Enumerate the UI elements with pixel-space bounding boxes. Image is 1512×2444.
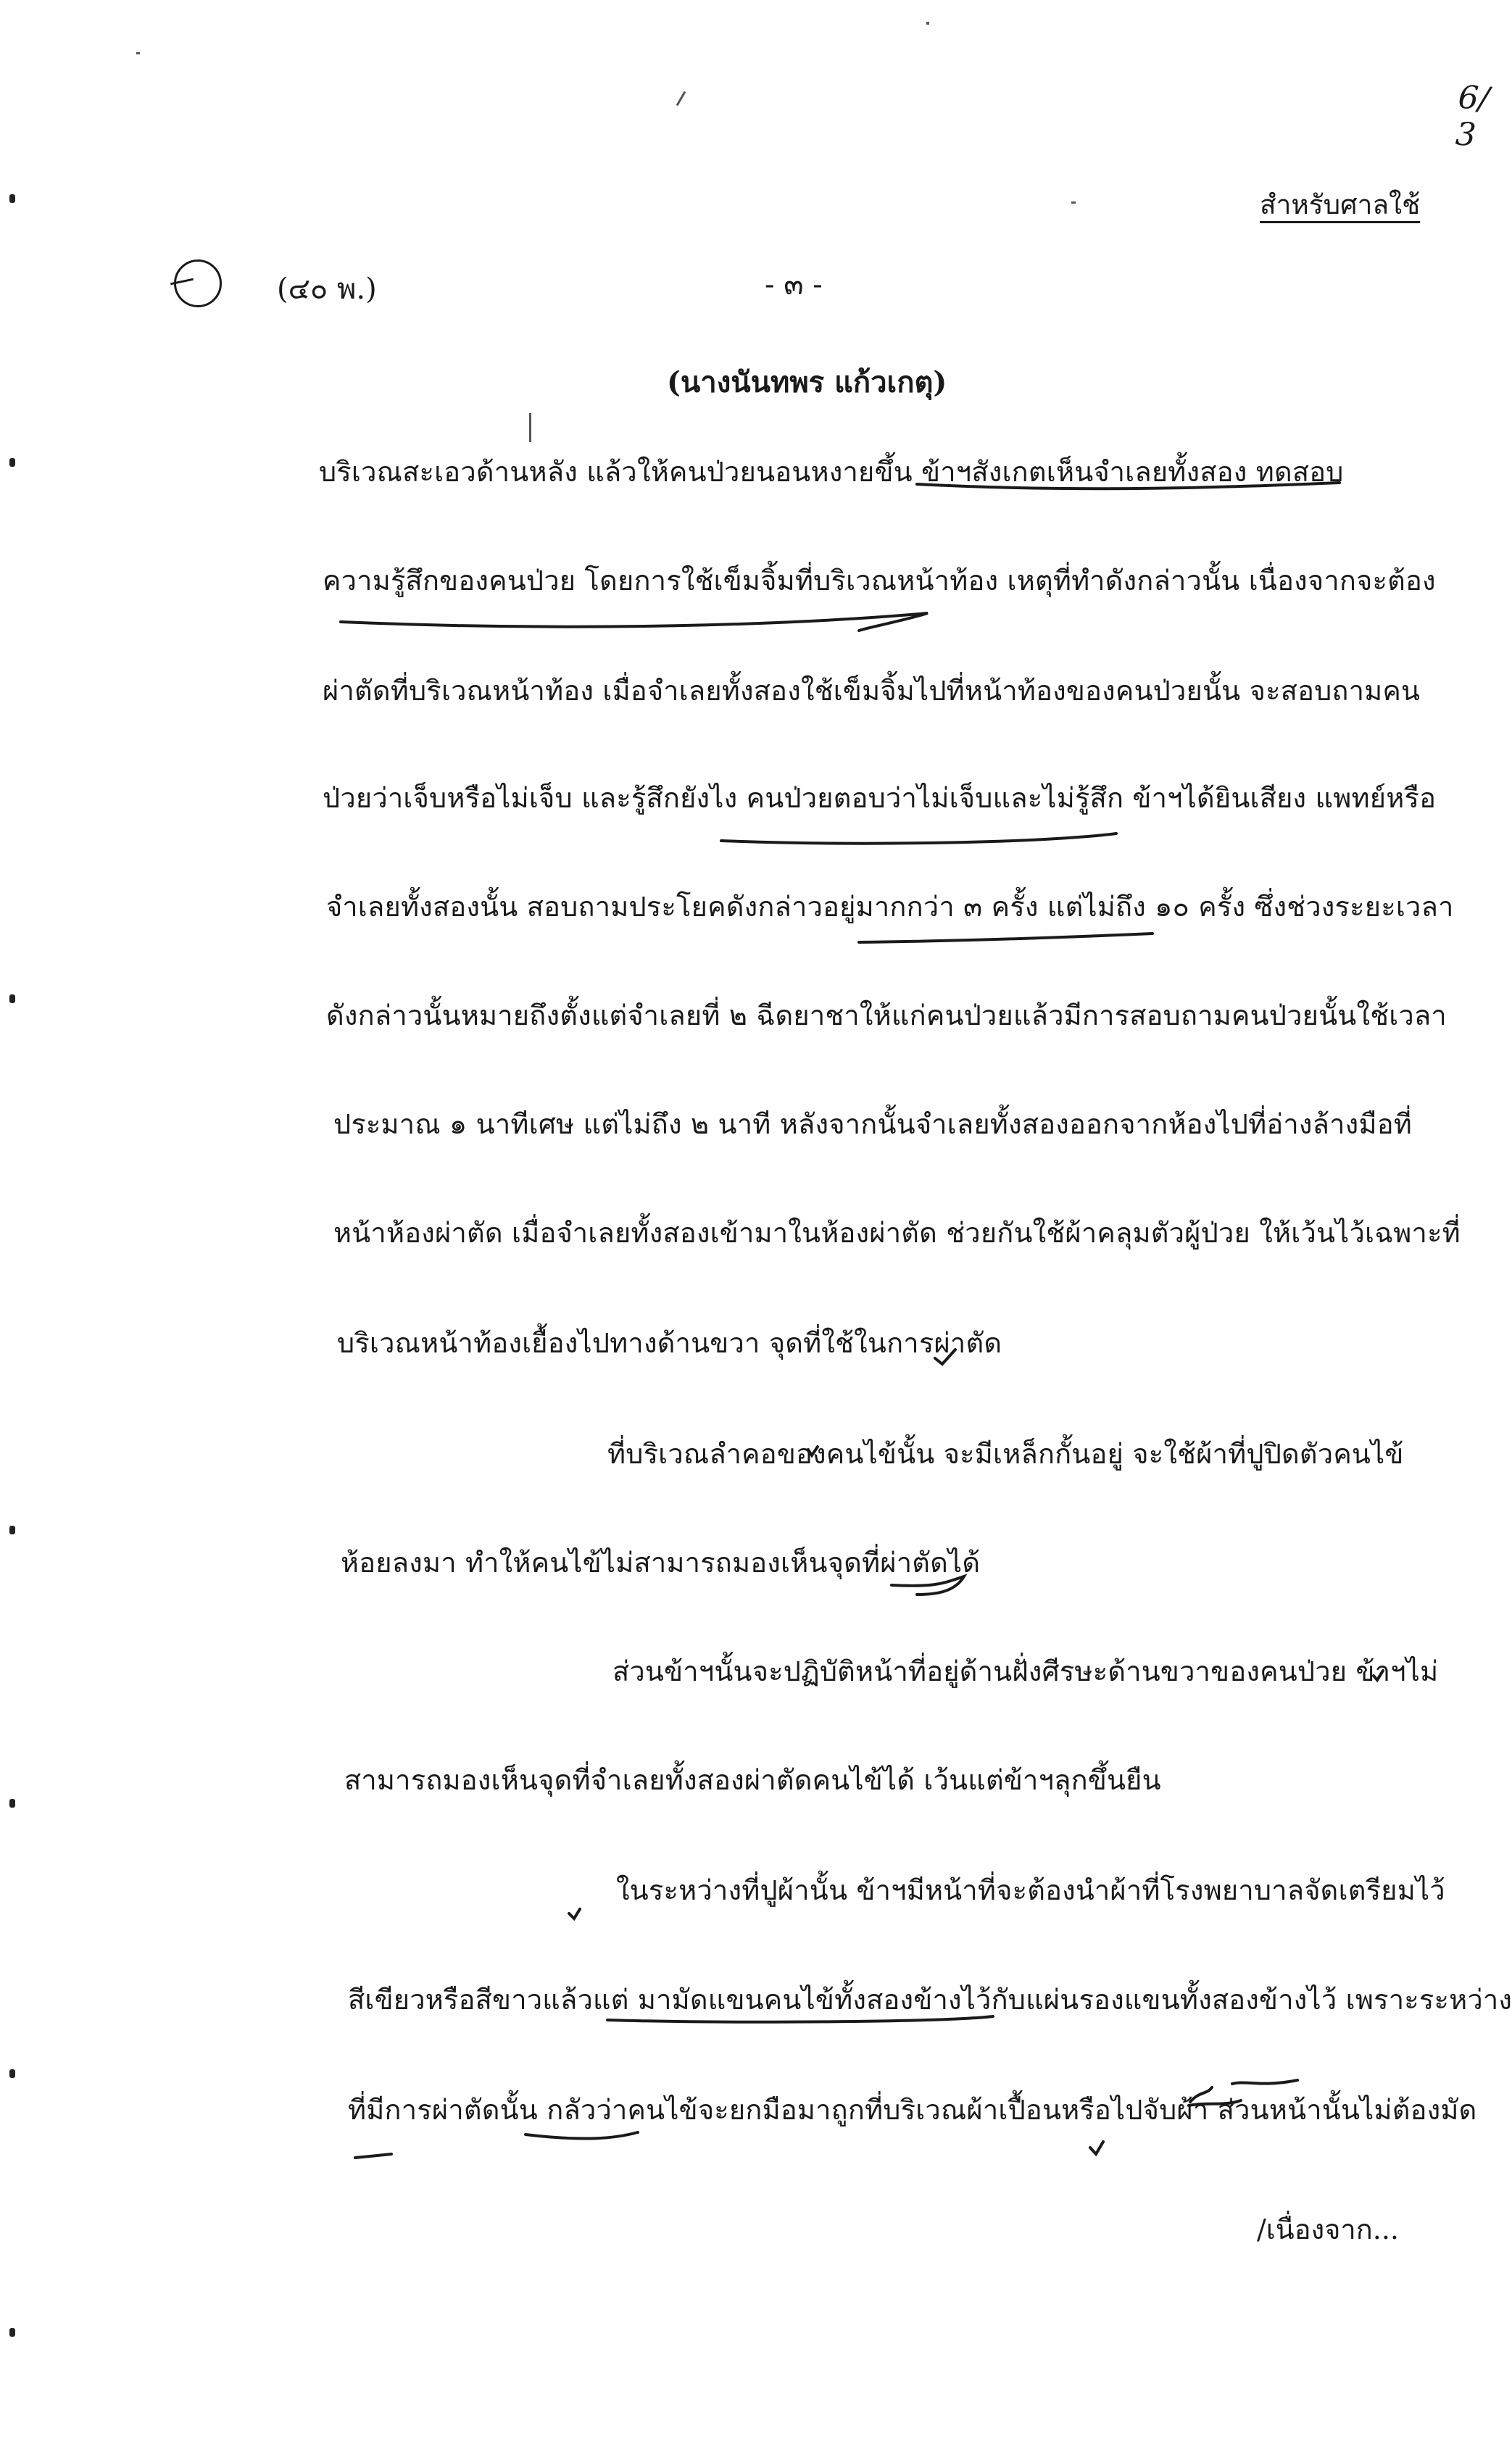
body-line: ผ่าตัดที่บริเวณหน้าท้อง เมื่อจำเลยทั้งสองใช้เข็มจิ้มไปที่หน้าท้องของคนป่วยนั้น จะสอบถามคน <box>323 675 1421 707</box>
body-line: บริเวณสะเอวด้านหลัง แล้วให้คนป่วยนอนหงายขึ้น ข้าฯสังเกตเห็นจำเลยทั้งสอง ทดสอบ <box>319 456 1344 488</box>
scan-speck <box>1071 201 1076 204</box>
body-line: ห้อยลงมา ทำให้คนไข้ไม่สามารถมองเห็นจุดที่ผ่าตัดได้ <box>341 1547 981 1579</box>
continuation-marker: /เนื่องจาก... <box>1257 2214 1399 2245</box>
witness-name: (นางนันทพร แก้วเกตุ) <box>667 365 947 399</box>
margin-annotation: 6/ 3 <box>1454 78 1491 154</box>
body-line: ประมาณ ๑ นาทีเศษ แต่ไม่ถึง ๒ นาที หลังจากนั้นจำเลยทั้งสองออกจากห้องไปที่อ่างล้างมือที่ <box>333 1108 1412 1140</box>
body-line: บริเวณหน้าท้องเยื้องไปทางด้านขวา จุดที่ใช้ในการผ่าตัด <box>337 1327 1002 1359</box>
punch-hole-mark <box>9 1799 15 1808</box>
punch-hole-mark <box>9 2069 15 2078</box>
page-number: - ๓ - <box>765 268 823 302</box>
scan-speck <box>676 91 686 107</box>
body-line: ดังกล่าวนั้นหมายถึงตั้งแต่จำเลยที่ ๒ ฉีดยาชาให้แก่คนป่วยแล้วมีการสอบถามคนป่วยนั้นใช้เวลา <box>326 999 1447 1031</box>
punch-hole-mark <box>9 1526 15 1534</box>
punch-hole-mark <box>9 194 15 203</box>
scan-speck <box>926 22 929 25</box>
body-line: ส่วนข้าฯนั้นจะปฏิบัติหน้าที่อยู่ด้านฝั่งศีรษะด้านขวาของคนป่วย ข้าฯไม่ <box>612 1655 1439 1687</box>
underline-mark <box>341 613 928 631</box>
body-line: จำเลยทั้งสองนั้น สอบถามประโยคดังกล่าวอยู่มากกว่า ๓ ครั้ง แต่ไม่ถึง ๑๐ ครั้ง ซึ่งช่วงระยะเวลา <box>326 891 1454 923</box>
body-line: สีเขียวหรือสีขาวแล้วแต่ มามัดแขนคนไข้ทั้งสองข้างไว้กับแผ่นรองแขนทั้งสองข้างไว้ เพราะระหว่าง <box>348 1984 1512 2016</box>
check-mark <box>569 1909 580 1919</box>
case-form-code: (๔๐ พ.) <box>277 273 377 306</box>
body-line: ความรู้สึกของคนป่วย โดยการใช้เข็มจิ้มที่บริเวณหน้าท้อง เหตุที่ทำดังกล่าวนั้น เนื่องจากจะต้อง <box>323 565 1436 597</box>
body-line: หน้าห้องผ่าตัด เมื่อจำเลยทั้งสองเข้ามาในห้องผ่าตัด ช่วยกันใช้ผ้าคลุมตัวผู้ป่วย ให้เว้นไว้เฉพาะที่ <box>333 1217 1461 1249</box>
body-line: สามารถมองเห็นจุดที่จำเลยทั้งสองผ่าตัดคนไข้ได้ เว้นแต่ข้าฯลุกขึ้นยืน <box>344 1764 1161 1796</box>
body-line: ในระหว่างที่ปูผ้านั้น ข้าฯมีหน้าที่จะต้องนำผ้าที่โรงพยาบาลจัดเตรียมไว้ <box>616 1874 1445 1906</box>
body-line: ที่มีการผ่าตัดนั้น กลัวว่าคนไข้จะยกมือมาถูกที่บริเวณผ้าเปื้อนหรือไปจับผ้า ส่วนหน้านั้นไม่ต้องมัด <box>348 2094 1477 2126</box>
punch-hole-mark <box>9 2328 15 2337</box>
punch-hole-mark <box>9 458 15 467</box>
scan-speck <box>529 413 531 442</box>
underline-mark <box>721 834 1116 844</box>
scan-speck <box>136 52 140 54</box>
circle-mark <box>174 259 222 307</box>
punch-hole-mark <box>9 994 15 1003</box>
body-line: ป่วยว่าเจ็บหรือไม่เจ็บ และรู้สึกยังไง คนป่วยตอบว่าไม่เจ็บและไม่รู้สึก ข้าฯได้ยินเสียง แพทย์หรือ <box>323 782 1437 814</box>
court-use-label: สำหรับศาลใช้ <box>1260 189 1421 220</box>
body-line: ที่บริเวณลำคอของคนไข้นั้น จะมีเหล็กกั้นอยู่ จะใช้ผ้าที่ปูปิดตัวคนไข้ <box>607 1438 1404 1470</box>
underline-mark <box>526 2132 638 2139</box>
underline-mark <box>859 934 1152 942</box>
check-mark <box>1090 2142 1103 2154</box>
underline-mark <box>355 2154 391 2158</box>
